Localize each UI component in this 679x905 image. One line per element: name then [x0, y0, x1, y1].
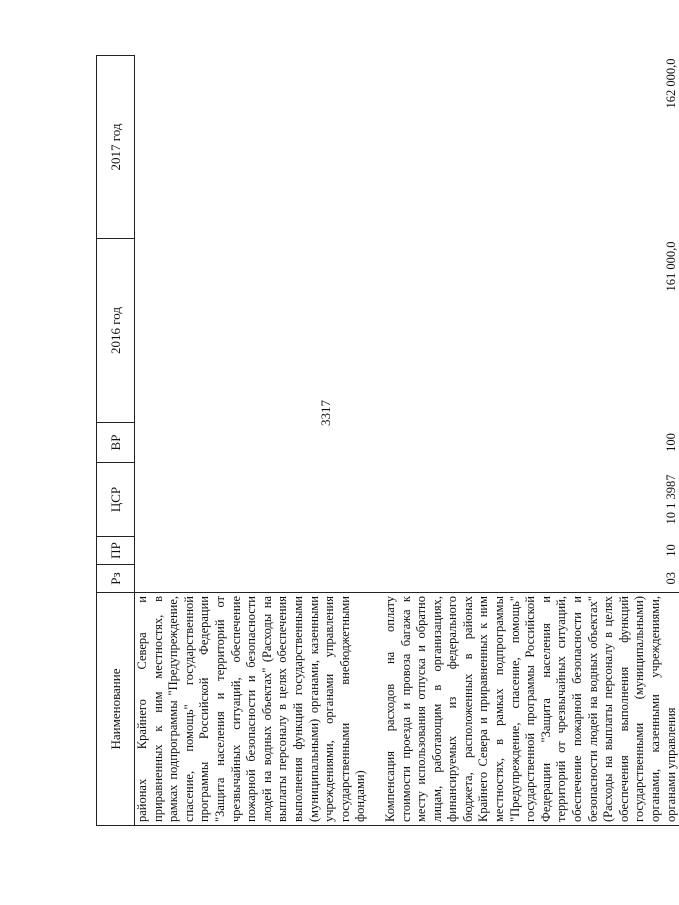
row-pr: [135, 537, 369, 565]
header-rz: Рз: [97, 565, 135, 593]
row-name: районах Крайнего Севера и приравненных к ним местностях, в рамках подпрограммы "Предупреждение, спасение, помощь" государственной программы Российской Федерации "Защита населения и территорий от чрезвычайных ситуаций, обеспечение пожарной безопасности и безопасности людей на водных объектах" (Расходы на выплаты персоналу в целях обеспечения выполнения функций государственными (муниципальными) органами, казенными учреждениями, органами управления государственными внебюджетными фондами): [135, 593, 369, 826]
row-2017: 162 000,0: [663, 58, 678, 109]
row-2017: [135, 56, 369, 239]
row-rz: [135, 565, 369, 593]
row-spacer: [369, 56, 383, 826]
header-2017: 2017 год: [97, 56, 135, 239]
row-rz: 03: [663, 572, 678, 585]
table-header-row: [97, 56, 135, 826]
header-name: Наименование: [97, 593, 135, 826]
row-vr: 100: [663, 433, 678, 452]
row-name: Компенсация расходов на оплату стоимости проезда и провоза багажа к месту использования отпуска и обратно лицам, работающим в организациях, финансируемых из федерального бюджета, расположенных в районах Крайнего Севера и приравненных к ним местностях, в рамках подпрограммы "Предупреждение, спасение, помощь" государственной программы Российской Федерации "Защита населения и территорий от чрезвычайных ситуаций, обеспечение пожарной безопасности и безопасности людей на водных объектах" (Расходы на выплаты персоналу в целях обеспечения выполнения функций государственными (муниципальными) органами, казенными учреждениями, органами управления: [383, 593, 679, 826]
header-vr: ВР: [97, 423, 135, 463]
header-pr: ПР: [97, 537, 135, 565]
page-number: 3317: [318, 400, 333, 426]
header-csr: ЦСР: [97, 463, 135, 537]
landscape-content: [96, 56, 678, 826]
row-csr: [135, 463, 369, 537]
row-vr: [135, 423, 369, 463]
row-pr: 10: [663, 544, 678, 557]
table-row: [135, 56, 369, 826]
row-2016: [135, 239, 369, 423]
row-csr: 10 1 3987: [663, 474, 678, 525]
header-2016: 2016 год: [97, 239, 135, 423]
row-2016: 161 000,0: [663, 241, 678, 292]
table-row: [383, 56, 679, 826]
budget-table: [96, 55, 679, 826]
